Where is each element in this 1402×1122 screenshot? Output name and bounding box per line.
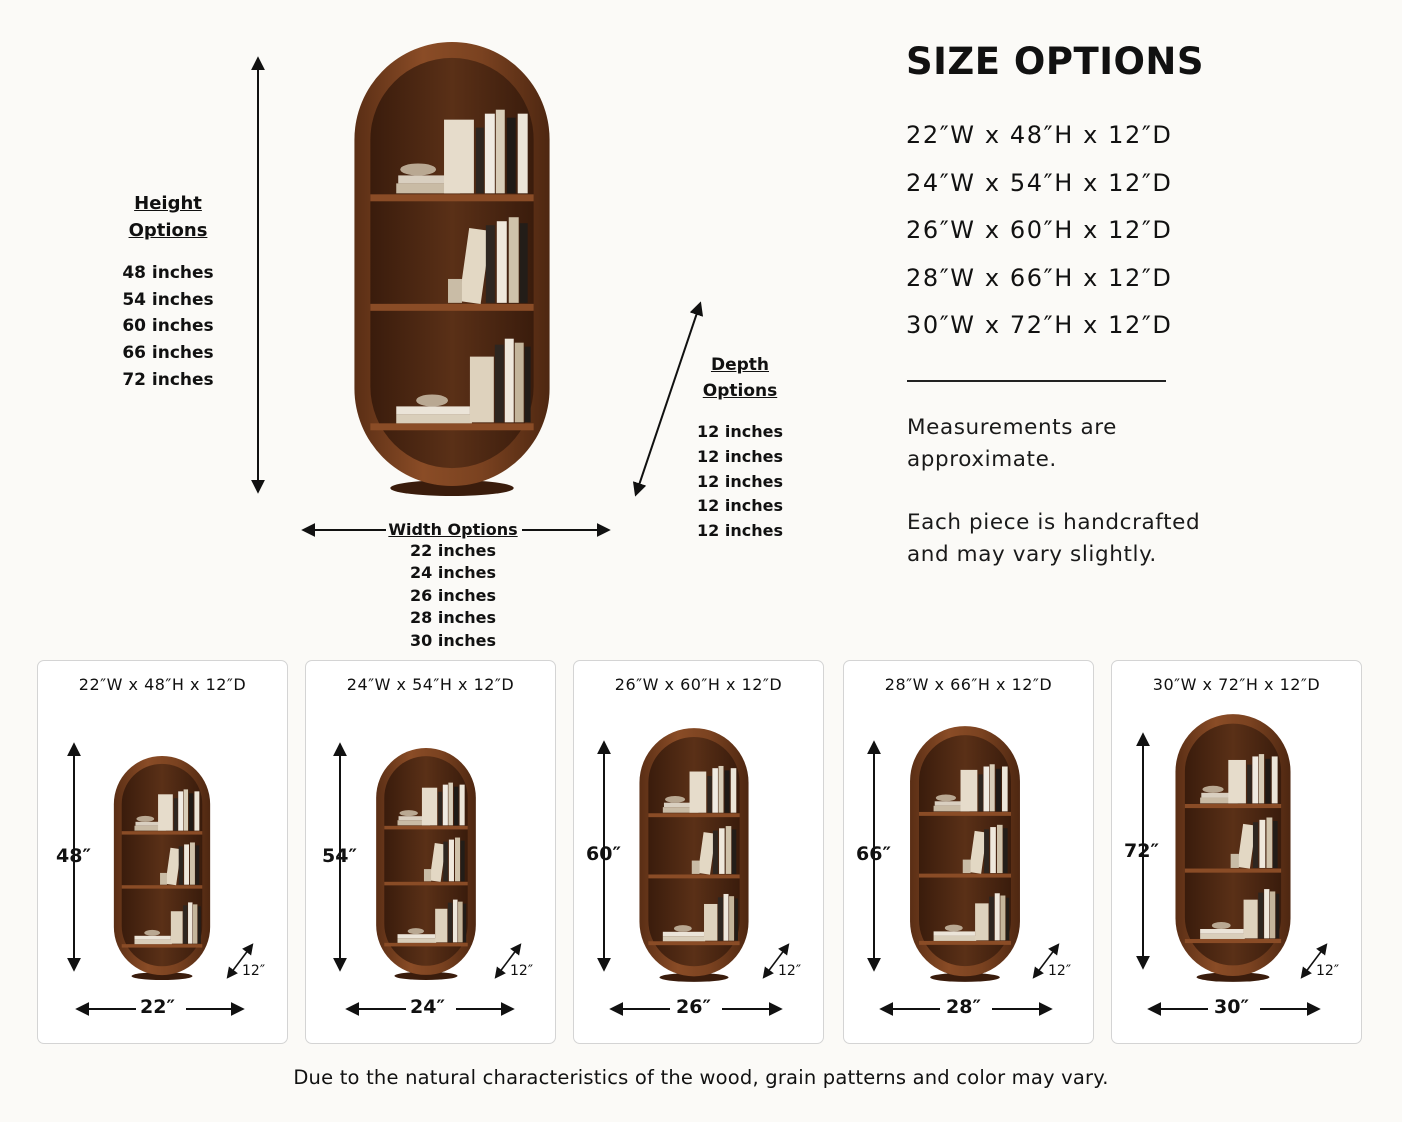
card-depth-label: 12″: [778, 963, 802, 979]
card-depth-label: 12″: [1316, 963, 1340, 979]
hero-bookcase-image: [345, 40, 559, 498]
height-arrow: [250, 55, 266, 495]
card-height-label: 60″: [586, 843, 621, 865]
size-card: [1111, 660, 1362, 1044]
card-title: 28″W x 66″H x 12″D: [884, 675, 1053, 694]
card-width-arrow-right: [184, 1001, 246, 1017]
card-width-label: 22″: [140, 996, 175, 1018]
size-card: [843, 660, 1094, 1044]
card-width-arrow-left: [344, 1001, 410, 1017]
height-options-title: [98, 190, 238, 244]
card-width-label: 28″: [946, 996, 981, 1018]
height-option: 72 inches: [122, 369, 214, 390]
size-option: 26″W x 60″H x 12″D: [906, 216, 1173, 244]
width-option: 22 inches: [410, 541, 496, 560]
footnote: Due to the natural characteristics of the wood, grain patterns and color may vary.: [293, 1066, 1109, 1089]
height-title-line2: Options: [128, 220, 208, 241]
card-bookcase-image: [632, 727, 756, 983]
depth-option: 12 inches: [697, 471, 783, 491]
card-width-label: 26″: [676, 996, 711, 1018]
handcrafted-note: [907, 507, 1200, 571]
card-height-label: 66″: [856, 843, 891, 865]
depth-title-line1: Depth: [710, 355, 770, 375]
card-depth-label: 12″: [1048, 963, 1072, 979]
size-options-list: [906, 112, 1173, 350]
card-title: 26″W x 60″H x 12″D: [614, 675, 783, 694]
size-option: 28″W x 66″H x 12″D: [906, 263, 1173, 292]
note-line: approximate.: [907, 447, 1057, 472]
card-bookcase-image: [1172, 713, 1294, 983]
size-option: 30″W x 72″H x 12″D: [906, 311, 1173, 339]
width-arrow-left: [300, 522, 390, 538]
card-width-label: 24″: [410, 996, 445, 1018]
divider: [907, 380, 1166, 382]
width-options-title: Width Options: [388, 520, 518, 539]
size-option: 22″W x 48″H x 12″D: [906, 121, 1173, 149]
size-card: [305, 660, 556, 1044]
depth-option: 12 inches: [697, 446, 783, 466]
card-width-arrow-right: [990, 1001, 1054, 1017]
card-width-arrow-left: [878, 1001, 944, 1017]
width-option: 30 inches: [410, 630, 496, 650]
card-width-arrow-left: [74, 1001, 140, 1017]
card-title: 22″W x 48″H x 12″D: [78, 675, 247, 694]
card-depth-label: 12″: [242, 963, 266, 979]
measurement-note: [907, 412, 1117, 476]
card-width-arrow-right: [454, 1001, 516, 1017]
card-bookcase-image: [108, 755, 216, 981]
height-option: 48 inches: [122, 263, 214, 283]
note-line: Measurements are: [907, 415, 1118, 440]
height-options: [98, 190, 238, 394]
card-height-label: 54″: [322, 845, 357, 867]
width-option: 24 inches: [410, 563, 496, 583]
size-card: [37, 660, 288, 1044]
card-bookcase-image: [902, 725, 1028, 983]
width-option: 26 inches: [410, 585, 496, 605]
depth-option: 12 inches: [697, 422, 783, 441]
depth-option: 12 inches: [697, 496, 783, 516]
card-width-label: 30″: [1214, 996, 1249, 1018]
card-bookcase-image: [370, 747, 482, 981]
height-title-line1: Height: [134, 193, 202, 214]
size-card: [573, 660, 824, 1044]
card-height-label: 72″: [1124, 840, 1159, 862]
size-option: 24″W x 54″H x 12″D: [906, 168, 1173, 197]
height-option: 66 inches: [122, 343, 214, 364]
card-height-label: 48″: [56, 845, 91, 867]
size-options-title: SIZE OPTIONS: [906, 40, 1205, 83]
depth-options: [680, 352, 800, 544]
width-arrow-right: [520, 522, 612, 538]
depth-option: 12 inches: [697, 521, 783, 541]
height-option: 54 inches: [122, 289, 214, 310]
width-options: [380, 518, 526, 652]
card-width-arrow-left: [1146, 1001, 1212, 1017]
card-width-arrow-left: [608, 1001, 674, 1017]
depth-title-line2: Options: [702, 381, 778, 401]
card-title: 24″W x 54″H x 12″D: [346, 675, 515, 694]
note-line: Each piece is handcrafted: [907, 510, 1201, 535]
width-option: 28 inches: [410, 608, 496, 628]
card-depth-label: 12″: [510, 963, 534, 979]
card-title: 30″W x 72″H x 12″D: [1152, 675, 1321, 694]
card-width-arrow-right: [1258, 1001, 1322, 1017]
note-line: and may vary slightly.: [907, 542, 1157, 567]
depth-options-title: [680, 352, 800, 404]
card-width-arrow-right: [720, 1001, 784, 1017]
height-option: 60 inches: [122, 316, 214, 337]
